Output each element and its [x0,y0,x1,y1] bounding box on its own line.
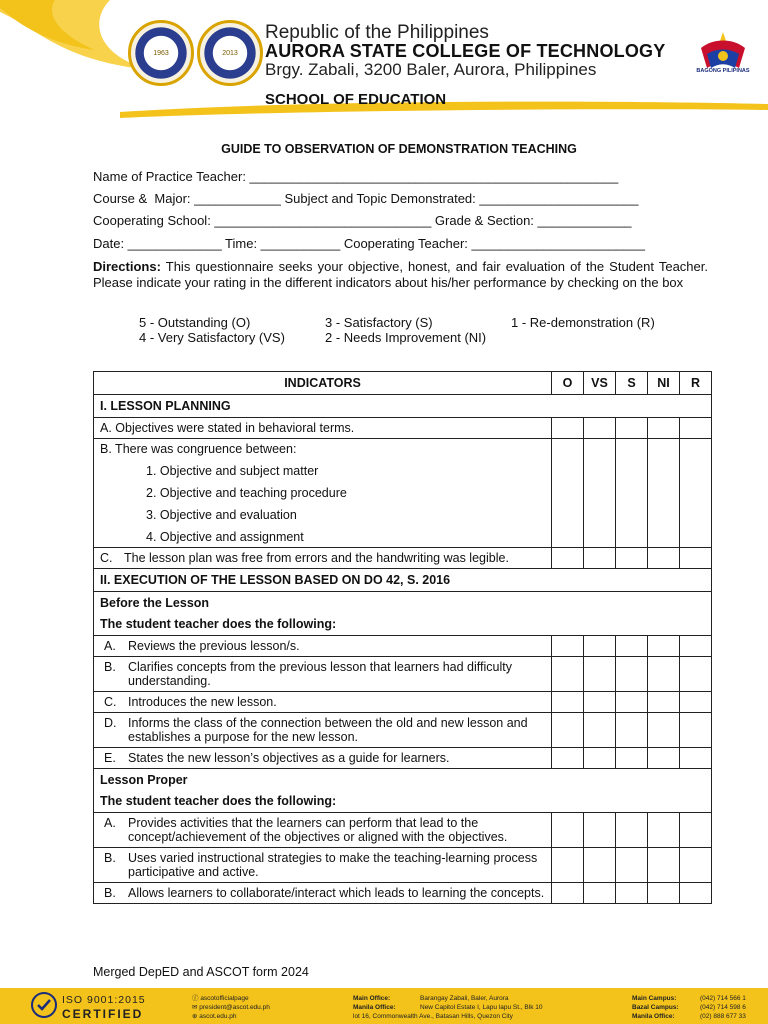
form-title: GUIDE TO OBSERVATION OF DEMONSTRATION TEACHING [221,142,577,156]
rating-cell[interactable] [552,418,584,439]
subsection-lesson-proper [94,769,712,813]
rating-cell[interactable] [680,748,712,769]
header-vs: VS [584,372,616,395]
header-indicators: INDICATORS [94,372,552,395]
item-key: B. [104,851,116,865]
bagong-pilipinas-text: BAGONG PILIPINAS [696,68,750,74]
table-row [94,692,712,713]
header-o: O [552,372,584,395]
sub-indicator: 2. Objective and teaching procedure [146,486,347,500]
facebook-handle: ascotofficialpage [200,995,249,1002]
directions-label: Directions: [93,259,161,274]
rating-cell[interactable] [616,883,648,904]
iso-text: ISO 9001:2015 [62,994,146,1006]
college-seal-logo: 1963 [128,20,194,86]
table-row [94,418,712,439]
item-key: D. [104,716,117,730]
table-row [94,813,712,848]
table-header-row [94,372,712,395]
rating-cell[interactable] [616,692,648,713]
rating-cell[interactable] [552,813,584,848]
item-text: Provides activities that the learners can perform that lead to the concept/achievement of the objectives or aligned with the objectives. [128,816,508,844]
rating-cell[interactable] [680,418,712,439]
bazal-campus-phone: (042) 714 598 6 [700,1004,746,1011]
email-address: president@ascot.edu.ph [199,1004,270,1011]
item-text: Uses varied instructional strategies to make the teaching-learning process participative and active. [128,851,538,879]
section-lesson-planning: I. LESSON PLANNING [94,395,712,418]
rating-cell[interactable] [648,713,680,748]
rating-cell[interactable] [584,418,616,439]
manila-office-phone-label: Manila Office: [632,1013,675,1020]
rating-cell[interactable] [584,813,616,848]
section-row [94,769,712,813]
rating-cell[interactable] [584,657,616,692]
rating-cell[interactable] [552,748,584,769]
item-text: Introduces the new lesson. [128,695,277,709]
does-following-heading: The student teacher does the following: [100,617,337,631]
item-text: Clarifies concepts from the previous lesson that learners had difficulty understanding. [128,660,512,688]
rating-cell[interactable] [680,813,712,848]
iso-badge-icon [30,991,58,1019]
does-following-heading: The student teacher does the following: [100,794,337,808]
rating-cell[interactable] [584,848,616,883]
legend-needs-improvement: 2 - Needs Improvement (NI) [325,330,487,345]
item-key: B. [104,660,116,674]
rating-cell[interactable] [680,657,712,692]
field-practice-teacher[interactable]: Name of Practice Teacher: ___________________________________________________ [93,169,619,184]
rating-cell[interactable] [648,813,680,848]
rating-cell[interactable] [648,418,680,439]
rating-cell[interactable] [616,548,648,569]
item-text: The lesson plan was free from errors and the handwriting was legible. [124,551,509,565]
rating-cell[interactable] [648,657,680,692]
main-office-label: Main Office: [353,995,391,1002]
rating-cell[interactable] [648,548,680,569]
main-campus-phone: (042) 714 566 1 [700,995,746,1002]
legend-outstanding: 5 - Outstanding (O) [139,315,251,330]
indicator-text [94,848,552,883]
rating-cell[interactable] [616,813,648,848]
table-row [94,748,712,769]
rating-cell[interactable] [584,883,616,904]
rating-cell[interactable] [680,636,712,657]
main-campus-label: Main Campus: [632,995,677,1002]
rating-cell[interactable] [616,636,648,657]
facebook-icon: ⓕ [192,995,201,1002]
section-execution: II. EXECUTION OF THE LESSON BASED ON DO 42, S. 2016 [94,569,712,592]
rating-cell[interactable] [648,883,680,904]
rating-cell[interactable] [552,636,584,657]
indicator-text: A. Objectives were stated in behavioral terms. [94,418,552,439]
header-s: S [616,372,648,395]
rating-cell[interactable] [552,548,584,569]
directions [93,259,708,290]
manila-office-phone: (02) 888 677 33 [700,1013,746,1020]
bazal-campus-label: Bazal Campus: [632,1004,679,1011]
rating-cell[interactable] [680,548,712,569]
indicator-text [94,713,552,748]
indicator-text [94,636,552,657]
item-text: Allows learners to collaborate/interact which leads to learning the concepts. [128,886,545,900]
website-url: ascot.edu.ph [199,1013,237,1020]
certified-text: CERTIFIED [62,1007,144,1021]
section-row [94,395,712,418]
item-text: States the new lesson’s objectives as a guide for learners. [128,751,450,765]
evaluation-table [93,371,712,904]
manila-office-address: New Capitol Estate I, Lapu lapu St., Blk 10 [420,1004,543,1011]
indicator-text [94,813,552,848]
indicator-text [94,657,552,692]
section-row [94,592,712,636]
item-text: Reviews the previous lesson/s. [128,639,300,653]
field-course-subject[interactable]: Course & Major: ____________ Subject and Topic Demonstrated: ______________________ [93,191,639,206]
lesson-proper-heading: Lesson Proper [100,773,188,787]
item-key: E. [104,751,116,765]
rating-cell[interactable] [680,848,712,883]
mail-icon: ✉ [192,1004,200,1011]
field-date-time-teacher[interactable]: Date: _____________ Time: ___________ Cooperating Teacher: ________________________ [93,236,646,251]
table-row [94,848,712,883]
rating-cell[interactable] [584,439,616,548]
section-row [94,569,712,592]
table-row [94,636,712,657]
rating-cell[interactable] [680,439,712,548]
rating-cell[interactable] [584,713,616,748]
rating-cell[interactable] [584,748,616,769]
rating-cell[interactable] [552,439,584,548]
item-key: B. [104,886,116,900]
facebook-link[interactable] [192,995,249,1003]
globe-icon: ⊕ [192,1013,200,1020]
republic-text: Republic of the Philippines [265,22,489,43]
indicator-text [94,548,552,569]
header-r: R [680,372,712,395]
table-row [94,657,712,692]
rating-cell[interactable] [616,748,648,769]
form-note: Merged DepED and ASCOT form 2024 [93,965,309,979]
rating-cell[interactable] [616,418,648,439]
subsection-before-lesson [94,592,712,636]
sub-indicator: 4. Objective and assignment [146,530,304,544]
table-row [94,713,712,748]
rating-cell[interactable] [552,883,584,904]
item-key: C. [104,695,117,709]
rating-cell[interactable] [648,636,680,657]
directions-text: This questionnaire seeks your objective, honest, and fair evaluation of the Student Teacher. Please indicate your rating in the different indicators about his/her performance by checking on the box [93,259,708,290]
rating-cell[interactable] [648,748,680,769]
legend-satisfactory: 3 - Satisfactory (S) [325,315,433,330]
rating-cell[interactable] [584,636,616,657]
indicator-text [94,748,552,769]
indicator-text [94,692,552,713]
rating-cell[interactable] [584,692,616,713]
before-lesson-heading: Before the Lesson [100,596,210,610]
rating-cell[interactable] [552,713,584,748]
main-office-address: Barangay Zabali, Baler, Aurora [420,995,509,1002]
indicator-text [94,439,552,548]
college-name: AURORA STATE COLLEGE OF TECHNOLOGY [265,41,666,61]
table-row [94,883,712,904]
header-ni: NI [648,372,680,395]
school-of-education-seal-logo: 2013 [197,20,263,86]
rating-cell[interactable] [552,848,584,883]
item-key: C. [100,551,113,565]
rating-cell[interactable] [680,883,712,904]
rating-cell[interactable] [552,657,584,692]
rating-cell[interactable] [616,848,648,883]
item-key: A. [104,816,116,830]
before-lesson-items [94,636,712,769]
indicator-text [94,883,552,904]
college-address: Brgy. Zabali, 3200 Baler, Aurora, Philippines [265,60,597,79]
website-link[interactable] [192,1013,237,1021]
field-school-grade[interactable]: Cooperating School: ______________________________ Grade & Section: _____________ [93,213,632,228]
table-row [94,548,712,569]
rating-cell[interactable] [584,548,616,569]
manila-office-label: Manila Office: [353,1004,396,1011]
item-text: Informs the class of the connection between the old and new lesson and establishes a purpose for the new lesson. [128,716,528,744]
rating-cell[interactable] [616,657,648,692]
rating-cell[interactable] [552,692,584,713]
manila-office-address-2: lot 16, Commonwealth Ave., Batasan Hills, Quezon City [353,1013,513,1020]
legend-very-satisfactory: 4 - Very Satisfactory (VS) [139,330,285,345]
lesson-proper-items [94,813,712,904]
school-name: SCHOOL OF EDUCATION [265,91,447,108]
rating-cell[interactable] [680,713,712,748]
rating-cell[interactable] [648,439,680,548]
rating-cell[interactable] [648,848,680,883]
sub-indicator: 3. Objective and evaluation [146,508,297,522]
legend-redemonstration: 1 - Re-demonstration (R) [511,315,655,330]
rating-cell[interactable] [616,439,648,548]
rating-cell[interactable] [616,713,648,748]
rating-cell[interactable] [680,692,712,713]
table-row [94,439,712,548]
sub-indicator: 1. Objective and subject matter [146,464,319,478]
indicator-congruence: B. There was congruence between: [100,442,297,456]
email-link[interactable] [192,1004,270,1012]
rating-cell[interactable] [648,692,680,713]
item-key: A. [104,639,116,653]
